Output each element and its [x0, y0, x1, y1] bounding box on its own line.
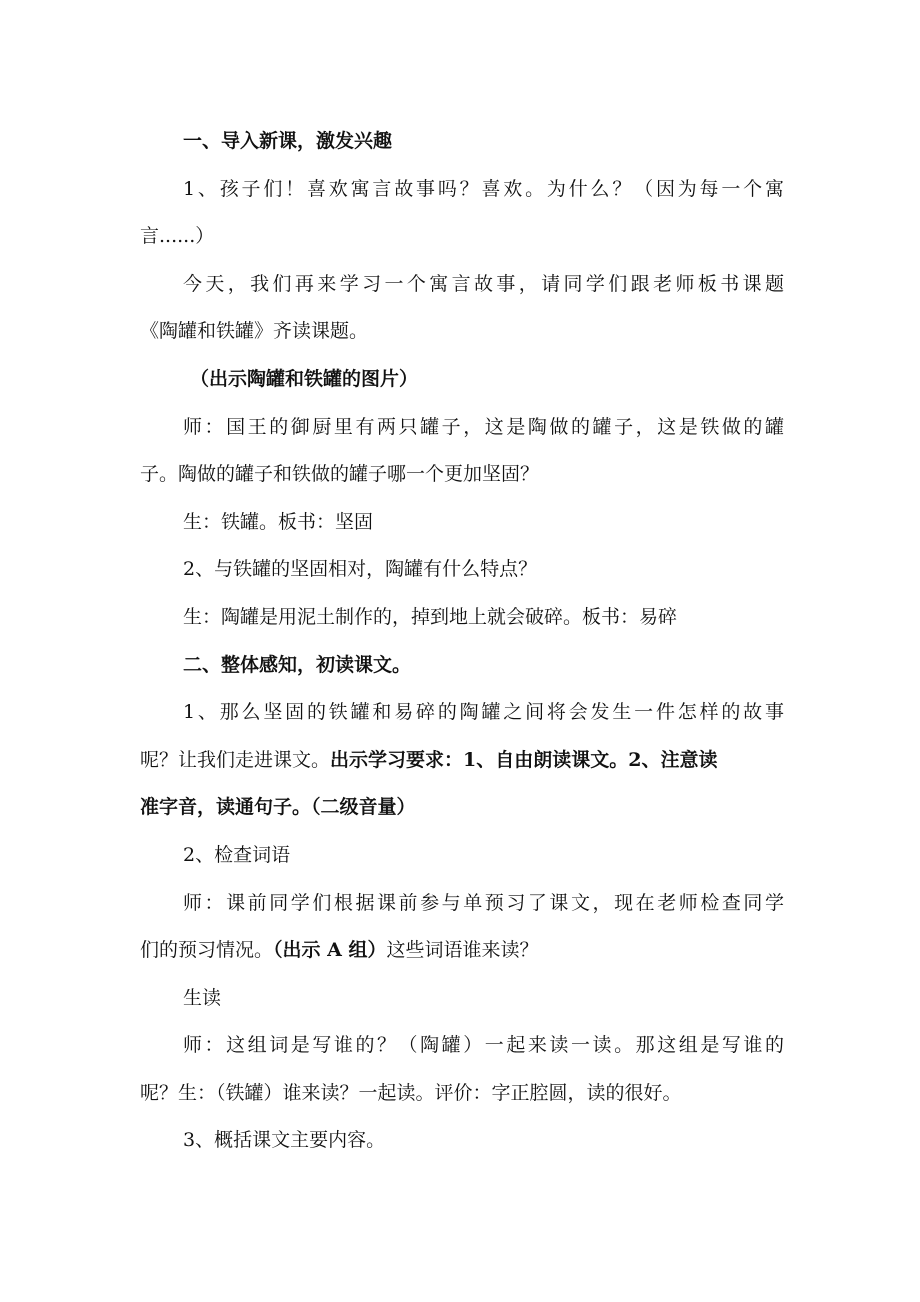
paragraph-line: 生：陶罐是用泥土制作的，掉到地上就会破碎。板书：易碎	[183, 605, 678, 628]
document-body	[140, 118, 784, 1165]
paragraph-line: 今天，我们再来学习一个寓言故事，请同学们跟老师板书课题	[183, 272, 784, 295]
paragraph-line: 呢？生：（铁罐）谁来读？一起读。评价：字正腔圆，读的很好。	[140, 1081, 682, 1104]
paragraph-text: 呢？让我们走进课文。	[140, 748, 331, 771]
paragraph-line: 师：国王的御厨里有两只罐子，这是陶做的罐子，这是铁做的罐	[183, 415, 784, 438]
section-heading-1: 一、导入新课，激发兴趣	[183, 130, 393, 152]
paragraph-line: 3、概括课文主要内容。	[183, 1129, 386, 1152]
paragraph-line: 子。陶做的罐子和铁做的罐子哪一个更加坚固？	[140, 463, 540, 486]
paragraph-line	[140, 737, 784, 785]
paragraph-line: 《陶罐和铁罐》齐读课题。	[140, 320, 369, 343]
paragraph-line: 2、检查词语	[183, 843, 291, 866]
paragraph-line: 1、孩子们！喜欢寓言故事吗？喜欢。为什么？（因为每一个寓	[183, 177, 784, 200]
paragraph-line: 师：课前同学们根据课前参与单预习了课文，现在老师检查同学	[183, 891, 784, 914]
section-heading-2: 二、整体感知，初读课文。	[183, 653, 412, 676]
group-a-note: （出示 A 组）	[273, 939, 387, 962]
stage-direction: （出示陶罐和铁罐的图片）	[190, 367, 419, 390]
paragraph-line: 生读	[183, 986, 222, 1009]
paragraph-line: 师：这组词是写谁的？（陶罐）一起来读一读。那这组是写谁的	[183, 1034, 784, 1057]
learning-requirements: 出示学习要求：1、自由朗读课文。2、注意读	[330, 748, 718, 771]
learning-requirements-continued: 准字音，读通句子。（二级音量）	[140, 796, 416, 819]
paragraph-text: 这些词语谁来读？	[386, 939, 539, 962]
paragraph-line: 言......）	[140, 225, 215, 248]
paragraph-line: 1、那么坚固的铁罐和易碎的陶罐之间将会发生一件怎样的故事	[183, 701, 784, 724]
paragraph-line: 生：铁罐。板书：坚固	[183, 510, 374, 533]
paragraph-line	[140, 927, 784, 975]
paragraph-text: 们的预习情况。	[140, 939, 274, 962]
paragraph-line: 2、与铁罐的坚固相对，陶罐有什么特点？	[183, 558, 538, 581]
